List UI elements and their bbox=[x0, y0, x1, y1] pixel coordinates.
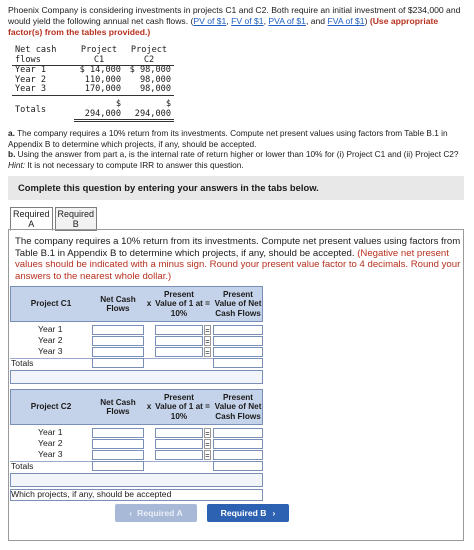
fva-of-1-link[interactable]: FVA of $1 bbox=[327, 16, 365, 26]
pv-factor-input[interactable] bbox=[155, 347, 203, 357]
tab-label: Required bbox=[57, 209, 95, 219]
col-header-net-cash-flows: Net Cash Flows bbox=[100, 294, 136, 313]
equals-symbol: = bbox=[205, 337, 210, 346]
rounding-instructions: (Negative net present values should be indicated with a minus sign. Round your present value factor to 4 decimals. Round your answers to the nearest whole dollar.) bbox=[15, 247, 461, 282]
row-label: Year 2 bbox=[15, 74, 47, 85]
intro-text: Phoenix Company is considering investments in projects C1 and C2. Both require an initial investment of $234,000 and would yield the following annual net cash flows. ( bbox=[8, 5, 461, 26]
next-button-label: Required B bbox=[220, 508, 267, 518]
equals-symbol: = bbox=[205, 402, 210, 412]
pv-factor-input[interactable] bbox=[155, 450, 203, 460]
year-label: Year 2 bbox=[38, 335, 63, 345]
hint-label: Hint: bbox=[8, 159, 26, 170]
year-label: Year 3 bbox=[38, 449, 63, 459]
pv-cash-flow-input[interactable] bbox=[213, 336, 263, 346]
prev-required-a-button[interactable] bbox=[115, 504, 197, 522]
pv-cash-flow-input[interactable] bbox=[213, 450, 263, 460]
question-text bbox=[8, 128, 468, 170]
tab-required-a[interactable] bbox=[10, 207, 53, 231]
c2-total: $ 294,000 bbox=[124, 95, 174, 120]
c2-value: 98,000 bbox=[139, 74, 171, 85]
total-pv-input[interactable] bbox=[213, 461, 263, 471]
tab-sublabel: A bbox=[28, 219, 35, 229]
pv-factor-input[interactable] bbox=[155, 336, 203, 346]
accept-question-label: Which projects, if any, should be accepted bbox=[11, 489, 172, 499]
pv-cash-flow-input[interactable] bbox=[213, 428, 263, 438]
equals-symbol: = bbox=[205, 451, 210, 460]
equals-symbol: = bbox=[205, 299, 210, 309]
row-label: Year 3 bbox=[12, 85, 74, 95]
project-c2-title: Project C2 bbox=[30, 402, 72, 412]
pv-cash-flow-input[interactable] bbox=[213, 325, 263, 335]
pv-cash-flow-input[interactable] bbox=[213, 347, 263, 357]
project-c1-title: Project C1 bbox=[30, 299, 72, 309]
total-pv-input[interactable] bbox=[213, 358, 263, 368]
equals-symbol: = bbox=[205, 348, 210, 357]
col-header-pv-cash-flows: Present Value of Net Cash Flows bbox=[214, 392, 262, 421]
cash-flow-input[interactable] bbox=[92, 450, 144, 460]
c1-value: $ 14,000 bbox=[79, 65, 121, 76]
net-present-value-input[interactable] bbox=[10, 370, 263, 384]
table-row bbox=[12, 85, 174, 95]
year-label: Year 1 bbox=[38, 324, 63, 334]
project-c2-grid bbox=[10, 389, 263, 489]
cash-flow-table bbox=[12, 46, 174, 122]
totals-label: Totals bbox=[11, 461, 34, 471]
pv-of-1-link[interactable]: PV of $1 bbox=[193, 16, 227, 26]
prev-button-label: Required A bbox=[137, 508, 183, 518]
cash-flow-input[interactable] bbox=[92, 347, 144, 357]
col-header-project-c2: Project C2 bbox=[124, 46, 174, 66]
cash-flow-input[interactable] bbox=[92, 325, 144, 335]
hint-text: It is not necessary to compute IRR to answer this question. bbox=[25, 159, 244, 170]
panel-instructions-text: The company requires a 10% return from its investments. Compute net present values using factors from Table B.1 in Appendix B to determine which projects, if any, should be accepted. bbox=[15, 236, 461, 259]
tab-label: Required bbox=[13, 209, 50, 219]
problem-intro: Phoenix Company is considering investments in projects C1 and C2. Both require an initial investment of $234,000 and would yield the following annual net cash flows. (PV of $1, FV of $1, PVA of $1, and FVA of $1) (Use appropriate factor(s) from the tables provided.) bbox=[8, 5, 461, 37]
cash-flow-input[interactable] bbox=[92, 336, 144, 346]
next-required-b-button[interactable] bbox=[207, 504, 289, 522]
pva-of-1-link[interactable]: PVA of $1 bbox=[268, 16, 306, 26]
factor-instruction: (Use appropriate factor(s) from the tables provided.) bbox=[8, 16, 439, 37]
year-label: Year 1 bbox=[38, 427, 63, 437]
col-header-net-cash-flows: Net cash flows bbox=[12, 46, 74, 66]
chevron-right-icon: › bbox=[272, 508, 276, 518]
pv-factor-input[interactable] bbox=[155, 439, 203, 449]
tab-bar bbox=[10, 207, 97, 231]
chevron-left-icon: ‹ bbox=[129, 508, 133, 518]
c2-value: 98,000 bbox=[124, 85, 174, 95]
equals-symbol: = bbox=[205, 429, 210, 438]
pv-cash-flow-input[interactable] bbox=[213, 439, 263, 449]
project-c1-grid bbox=[10, 286, 263, 386]
totals-label: Totals bbox=[11, 358, 34, 368]
total-cash-flow-input[interactable] bbox=[92, 358, 144, 368]
intro-paren: ) bbox=[364, 16, 370, 26]
c1-value: 110,000 bbox=[84, 74, 121, 85]
c1-value: 170,000 bbox=[74, 85, 124, 95]
fv-of-1-link[interactable]: FV of $1 bbox=[231, 16, 264, 26]
cash-flow-input[interactable] bbox=[92, 439, 144, 449]
pv-factor-input[interactable] bbox=[155, 325, 203, 335]
instruction-banner: Complete this question by entering your answers in the tabs below. bbox=[8, 176, 464, 200]
net-present-value-input[interactable] bbox=[10, 473, 263, 487]
times-symbol: x bbox=[146, 402, 152, 412]
pv-factor-input[interactable] bbox=[155, 428, 203, 438]
panel-instructions bbox=[15, 236, 461, 282]
tab-required-b[interactable] bbox=[55, 207, 98, 231]
tab-sublabel: B bbox=[72, 219, 79, 229]
row-label: Year 1 bbox=[15, 65, 47, 76]
cash-flow-input[interactable] bbox=[92, 428, 144, 438]
part-a-label: a. bbox=[8, 128, 15, 138]
col-header-pv-cash-flows: Present Value of Net Cash Flows bbox=[214, 289, 262, 318]
equals-symbol: = bbox=[205, 326, 210, 335]
col-header-pv-factor: Present Value of 1 at 10% bbox=[155, 289, 203, 318]
times-symbol: x bbox=[146, 299, 152, 309]
col-header-net-cash-flows: Net Cash Flows bbox=[100, 397, 136, 416]
totals-label: Totals bbox=[15, 104, 47, 115]
totals-row bbox=[12, 95, 174, 120]
part-b-label: b. bbox=[8, 149, 16, 160]
total-cash-flow-input[interactable] bbox=[92, 461, 144, 471]
answer-panel bbox=[8, 229, 464, 541]
part-b-text: Using the answer from part a, is the internal rate of return higher or lower than 10% for (i) Project C1 and (ii) Project C2? bbox=[15, 149, 459, 160]
c1-total: $ 294,000 bbox=[74, 95, 124, 120]
col-header-project-c1: Project C1 bbox=[74, 46, 124, 66]
part-a-text: The company requires a 10% return from its investments. Compute net present values using factors from Table B.1 in Appendix B to determine which projects, if any, should be accepted. bbox=[8, 128, 448, 149]
year-label: Year 2 bbox=[38, 438, 63, 448]
equals-symbol: = bbox=[205, 440, 210, 449]
year-label: Year 3 bbox=[38, 346, 63, 356]
c2-value: $ 98,000 bbox=[129, 65, 171, 76]
col-header-pv-factor: Present Value of 1 at 10% bbox=[155, 392, 203, 421]
